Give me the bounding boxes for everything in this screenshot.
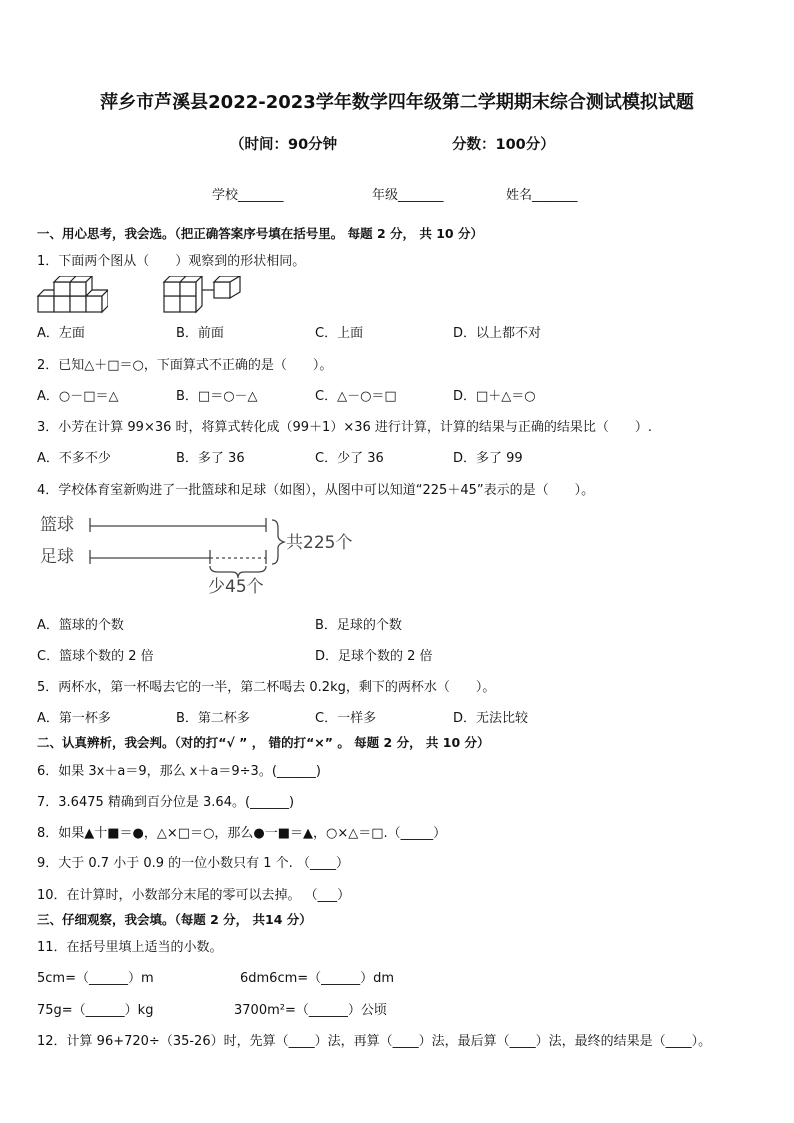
q11-blank-3: 75g=（______）kg (37, 1003, 154, 1018)
q7: 7．3.6475 精确到百分位是 3.64。(______) (37, 795, 295, 810)
q3-option-b: B．多了 36 (176, 451, 245, 466)
q3-stem: 3．小芳在计算 99×36 时，将算式转化成（99＋1）×36 进行计算，计算的结果与正确的结果比（ ）. (37, 420, 653, 435)
section2-heading: 二、认真辨析，我会判。（对的打“√ ” ， 错的打“×” 。 每题 2 分， 共 10 分） (37, 735, 490, 750)
q5-option-a: A．第一杯多 (37, 711, 111, 726)
q11-blank-1: 5cm=（______）m (37, 971, 154, 986)
q2-option-a: A．○－□＝△ (37, 389, 119, 404)
exam-time: （时间：90分钟 (230, 137, 338, 153)
q4-option-b: B．足球的个数 (315, 618, 402, 633)
q4-option-d: D．足球个数的 2 倍 (315, 649, 433, 664)
q2-option-b: B．□＝○－△ (176, 389, 258, 404)
q1-option-a: A．左面 (37, 326, 85, 341)
school-field: 学校_______ (212, 188, 284, 203)
q8: 8．如果▲十■＝●，△×□＝○，那么●一■＝▲，○×△＝□.（_____） (37, 826, 447, 841)
q3-option-d: D．多了 99 (453, 451, 523, 466)
less-label: 少45个 (208, 577, 264, 597)
q2-stem: 2．已知△＋□＝○，下面算式不正确的是（ ）。 (37, 358, 333, 373)
cube-figure-1 (36, 276, 108, 314)
q1-option-b: B．前面 (176, 326, 224, 341)
section1-heading: 一、用心思考，我会选。（把正确答案序号填在括号里。 每题 2 分， 共 10 分） (37, 226, 483, 241)
q12-stem: 12．计算 96+720÷（35-26）时，先算（____）法，再算（____）法，最后算（____）法，最终的结果是（____）。 (37, 1034, 712, 1049)
page-title: 萍乡市芦溪县2022-2023学年数学四年级第二学期期末综合测试模拟试题 (100, 92, 694, 113)
q11-blank-2: 6dm6cm=（______）dm (240, 971, 395, 986)
q1-stem: 1．下面两个图从（ ）观察到的形状相同。 (37, 254, 306, 269)
basketball-label: 篮球 (40, 515, 74, 535)
q3-option-c: C．少了 36 (315, 451, 384, 466)
q11-blank-4: 3700m²=（______）公顷 (234, 1003, 387, 1018)
cube-figure-2 (162, 276, 242, 314)
exam-score: 分数：100分） (452, 137, 555, 153)
name-field: 姓名_______ (506, 188, 578, 203)
q9: 9．大于 0.7 小于 0.9 的一位小数只有 1 个. （____） (37, 856, 349, 871)
q4-option-c: C．篮球个数的 2 倍 (37, 649, 154, 664)
football-label: 足球 (40, 547, 74, 567)
ball-segment-diagram (36, 508, 366, 598)
q5-stem: 5．两杯水，第一杯喝去它的一半，第二杯喝去 0.2kg，剩下的两杯水（ ）。 (37, 680, 496, 695)
q2-option-d: D．□＋△＝○ (453, 389, 536, 404)
q11-stem: 11．在括号里填上适当的小数。 (37, 940, 223, 955)
q2-option-c: C．△－○＝□ (315, 389, 397, 404)
q5-option-b: B．第二杯多 (176, 711, 250, 726)
q4-stem: 4．学校体育室新购进了一批篮球和足球（如图），从图中可以知道“225＋45”表示的是（ ）。 (37, 483, 595, 498)
q10: 10．在计算时，小数部分末尾的零可以去掉。 （___） (37, 888, 351, 903)
q5-option-c: C．一样多 (315, 711, 377, 726)
q1-option-d: D．以上都不对 (453, 326, 542, 341)
grade-field: 年级_______ (372, 188, 444, 203)
q3-option-a: A．不多不少 (37, 451, 111, 466)
total-label: 共225个 (286, 533, 353, 553)
q5-option-d: D．无法比较 (453, 711, 529, 726)
q1-option-c: C．上面 (315, 326, 364, 341)
q4-option-a: A．篮球的个数 (37, 618, 124, 633)
section3-heading: 三、仔细观察，我会填。（每题 2 分， 共14 分） (37, 912, 312, 927)
q6: 6．如果 3x＋a＝9，那么 x＋a＝9÷3。(______) (37, 764, 321, 779)
